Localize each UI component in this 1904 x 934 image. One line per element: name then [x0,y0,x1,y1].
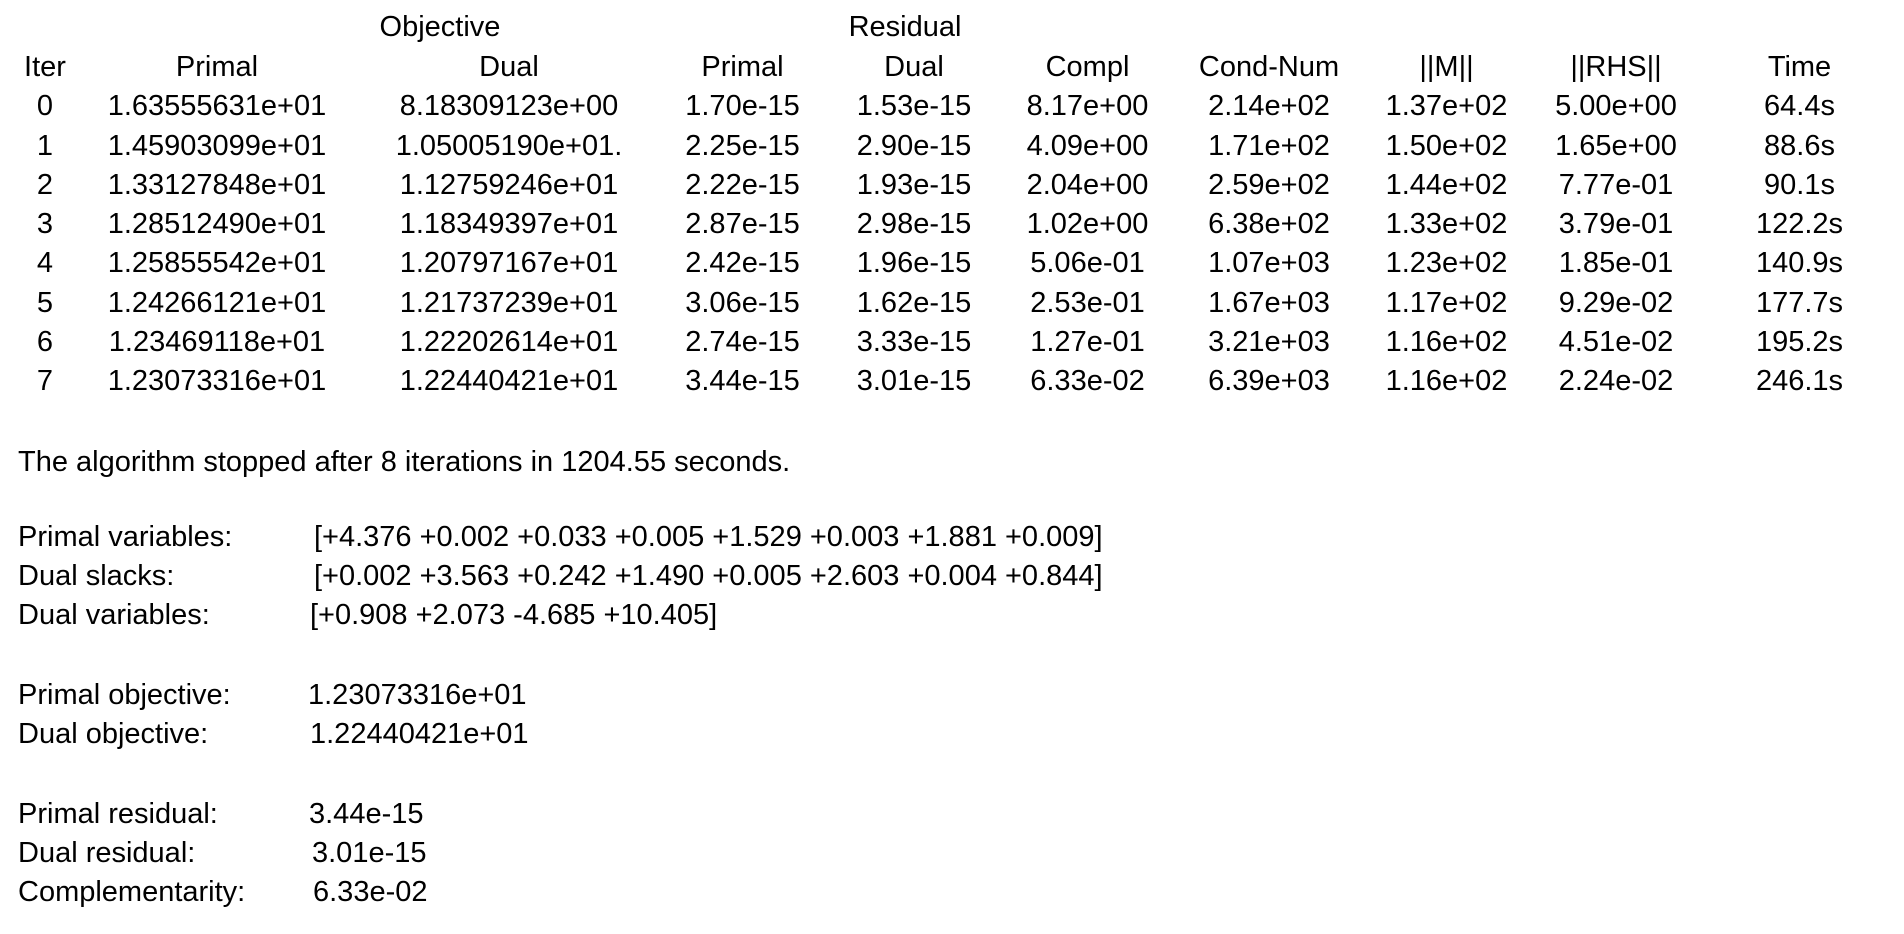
cell-objective-dual: 1.12759246e+01 [399,168,619,201]
cell-cond-num: 3.21e+03 [1208,326,1330,359]
dual-objective-line [18,715,529,754]
primal-residual-value: 3.44e-15 [309,798,424,830]
cell-m-norm: 1.37e+02 [1385,90,1508,123]
cell-m-norm: 1.33e+02 [1385,208,1508,241]
primal-objective-label: Primal objective: [18,679,231,711]
objectives-summary [18,676,529,754]
dual-variables-line [18,596,1103,635]
cell-rhs-norm: 1.65e+00 [1555,129,1677,162]
cell-compl: 8.17e+00 [1026,90,1149,123]
objective-group-header: Objective [379,11,501,43]
cell-time: 246.1s [1755,365,1844,398]
table-row [18,284,1898,323]
col-header-time: Time [1767,51,1832,83]
cell-compl: 2.04e+00 [1026,168,1149,201]
table-row [18,87,1898,126]
cell-residual-primal: 2.74e-15 [685,326,800,359]
complementarity-label: Complementarity: [18,876,246,908]
cell-rhs-norm: 2.24e-02 [1558,365,1674,398]
stop-message: The algorithm stopped after 8 iterations in 1204.55 seconds. [18,446,791,478]
cell-objective-primal: 1.23469118e+01 [108,326,326,359]
col-header-cond-num: Cond-Num [1198,51,1340,83]
residual-group-header: Residual [848,11,962,43]
table-row [18,244,1898,283]
cell-iter: 0 [36,90,54,123]
cell-time: 177.7s [1755,286,1844,319]
complementarity-value: 6.33e-02 [313,876,428,908]
primal-residual-label: Primal residual: [18,798,218,830]
cell-m-norm: 1.44e+02 [1385,168,1508,201]
cell-iter: 3 [36,208,54,241]
cell-rhs-norm: 1.85e-01 [1558,247,1674,280]
dual-residual-value: 3.01e-15 [312,837,427,869]
cell-compl: 5.06e-01 [1030,247,1145,280]
cell-time: 195.2s [1755,326,1844,359]
col-header-objective-dual: Dual [479,51,539,83]
cell-residual-primal: 2.87e-15 [685,208,800,241]
cell-objective-dual: 1.20797167e+01 [399,247,619,280]
cell-objective-dual: 1.22202614e+01 [399,326,619,359]
cell-m-norm: 1.50e+02 [1385,129,1508,162]
cell-residual-dual: 1.96e-15 [856,247,972,280]
cell-rhs-norm: 7.77e-01 [1558,168,1674,201]
cell-residual-dual: 1.53e-15 [856,90,972,123]
cell-objective-primal: 1.25855542e+01 [107,247,327,280]
col-header-iter: Iter [24,51,66,83]
dual-slacks-line [18,557,1103,596]
cell-objective-primal: 1.28512490e+01 [107,208,327,241]
cell-iter: 7 [36,365,54,398]
cell-time: 122.2s [1755,208,1844,241]
cell-residual-primal: 3.44e-15 [685,365,800,398]
cell-objective-primal: 1.33127848e+01 [107,168,327,201]
cell-time: 88.6s [1764,129,1835,162]
dual-slacks-label: Dual slacks: [18,560,175,592]
table-row [18,127,1898,166]
cell-residual-dual: 2.98e-15 [856,208,972,241]
col-header-compl: Compl [1045,51,1130,83]
cell-iter: 4 [36,247,54,280]
cell-residual-primal: 2.25e-15 [685,129,800,162]
cell-iter: 5 [36,286,54,319]
primal-variables-line [18,518,1103,557]
dual-residual-label: Dual residual: [18,837,196,869]
primal-variables-label: Primal variables: [18,521,233,553]
cell-time: 90.1s [1764,168,1835,201]
cell-residual-dual: 3.01e-15 [856,365,972,398]
cell-rhs-norm: 4.51e-02 [1558,326,1674,359]
cell-residual-dual: 2.90e-15 [856,129,972,162]
dual-objective-value: 1.22440421e+01 [310,718,529,750]
cell-residual-dual: 3.33e-15 [856,326,972,359]
cell-m-norm: 1.17e+02 [1385,286,1508,319]
cell-objective-primal: 1.63555631e+01 [107,90,327,123]
cell-m-norm: 1.23e+02 [1385,247,1508,280]
cell-cond-num: 1.07e+03 [1208,247,1330,280]
primal-variables-value: [+4.376 +0.002 +0.033 +0.005 +1.529 +0.003 +1.881 +0.009] [314,521,1103,553]
cell-rhs-norm: 9.29e-02 [1558,286,1674,319]
primal-objective-line [18,676,529,715]
cell-rhs-norm: 3.79e-01 [1558,208,1674,241]
cell-iter: 2 [36,168,54,201]
cell-objective-primal: 1.23073316e+01 [107,365,327,398]
cell-m-norm: 1.16e+02 [1385,326,1508,359]
table-row [18,205,1898,244]
cell-objective-dual: 1.22440421e+01 [399,365,619,398]
cell-time: 140.9s [1755,247,1844,280]
cell-residual-dual: 1.62e-15 [856,286,972,319]
cell-residual-primal: 3.06e-15 [685,286,800,319]
table-row [18,362,1898,401]
cell-compl: 1.02e+00 [1026,208,1149,241]
primal-residual-line [18,795,428,834]
dual-variables-value: [+0.908 +2.073 -4.685 +10.405] [310,599,718,631]
cell-objective-dual: 1.05005190e+01. [395,129,623,162]
cell-iter: 6 [36,326,54,359]
cell-compl: 2.53e-01 [1030,286,1145,319]
cell-m-norm: 1.16e+02 [1385,365,1508,398]
cell-cond-num: 1.67e+03 [1208,286,1330,319]
cell-objective-dual: 1.21737239e+01 [399,286,619,319]
dual-slacks-value: [+0.002 +3.563 +0.242 +1.490 +0.005 +2.603 +0.004 +0.844] [314,560,1103,592]
cell-time: 64.4s [1764,90,1835,123]
cell-objective-dual: 8.18309123e+00 [399,90,619,123]
table-row [18,323,1898,362]
table-header-row [18,48,1898,87]
cell-residual-dual: 1.93e-15 [856,168,972,201]
col-header-m-norm: ||M|| [1419,51,1474,83]
cell-compl: 6.33e-02 [1030,365,1145,398]
cell-cond-num: 2.14e+02 [1208,90,1330,123]
iteration-table [18,48,1898,402]
complementarity-line [18,873,428,912]
solution-vectors [18,518,1103,635]
cell-cond-num: 2.59e+02 [1208,168,1330,201]
dual-objective-label: Dual objective: [18,718,209,750]
cell-objective-primal: 1.45903099e+01 [107,129,327,162]
residuals-summary [18,795,428,912]
cell-cond-num: 6.39e+03 [1208,365,1330,398]
cell-compl: 4.09e+00 [1026,129,1149,162]
col-header-objective-primal: Primal [175,51,259,83]
cell-iter: 1 [36,129,54,162]
primal-objective-value: 1.23073316e+01 [308,679,527,711]
cell-objective-dual: 1.18349397e+01 [399,208,619,241]
cell-residual-primal: 2.42e-15 [685,247,800,280]
cell-compl: 1.27e-01 [1030,326,1145,359]
cell-residual-primal: 1.70e-15 [685,90,800,123]
col-header-residual-dual: Dual [884,51,944,83]
col-header-residual-primal: Primal [701,51,784,83]
cell-residual-primal: 2.22e-15 [685,168,800,201]
cell-cond-num: 1.71e+02 [1208,129,1330,162]
col-header-rhs-norm: ||RHS|| [1570,51,1662,83]
cell-rhs-norm: 5.00e+00 [1555,90,1677,123]
dual-residual-line [18,834,428,873]
table-row [18,166,1898,205]
dual-variables-label: Dual variables: [18,599,210,631]
cell-cond-num: 6.38e+02 [1208,208,1330,241]
cell-objective-primal: 1.24266121e+01 [107,286,327,319]
